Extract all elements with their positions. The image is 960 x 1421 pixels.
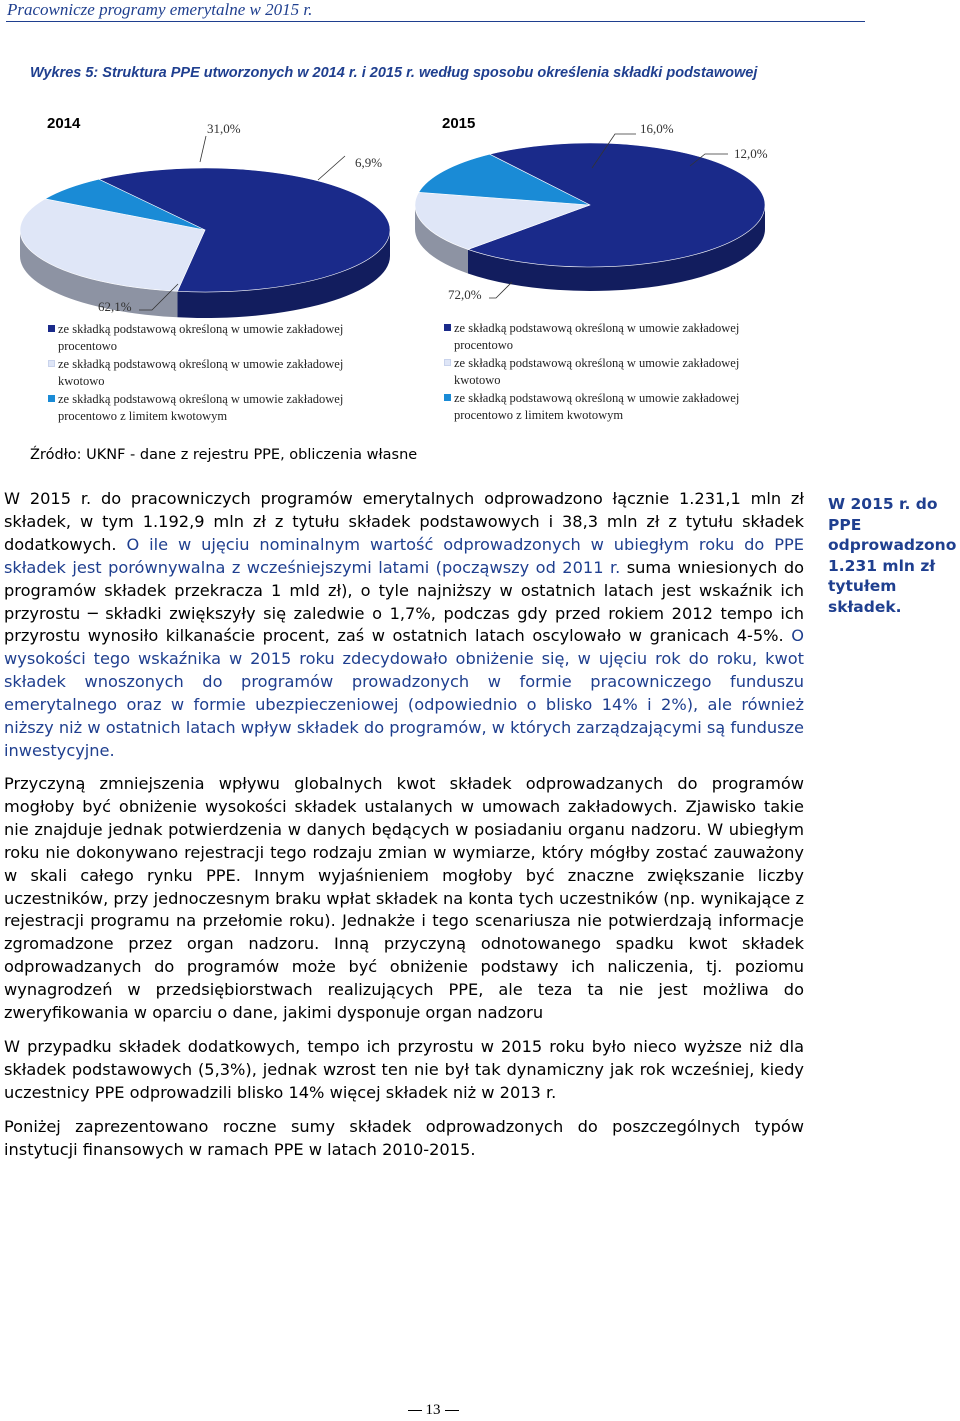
leader-line: [139, 284, 178, 310]
paragraph-text: W 2015 r. do pracowniczych programów emerytalnych odprowadzono łącznie 1.231,1 mln zł składek, w tym 1.192,9 mln zł z tytułu składek podstawowych i 38,3 mln zł z tytułu składek dodatkowych.: [4, 489, 804, 554]
running-header: Pracownicze programy emerytalne w 2015 r.: [7, 0, 313, 19]
legend-item: [444, 320, 774, 354]
legend-swatch-percent: [444, 324, 451, 331]
legend-swatch-capped: [444, 394, 451, 401]
legend-swatch-quota: [444, 359, 451, 366]
legend-label: ze składką podstawową określoną w umowie zakładowej kwotowo: [58, 357, 344, 388]
figure-caption: Wykres 5: Struktura PPE utworzonych w 2014 r. i 2015 r. według sposobu określenia składki podstawowej: [30, 65, 758, 81]
header-rule: [6, 21, 865, 22]
leader-line: [489, 282, 512, 298]
page-number: [0, 1402, 866, 1419]
legend-label: ze składką podstawową określoną w umowie zakładowej procentowo: [454, 321, 740, 352]
source-note: Źródło: UKNF - dane z rejestru PPE, obliczenia własne: [30, 447, 418, 463]
legend-swatch-quota: [48, 360, 55, 367]
data-label-2014-quota: 31,0%: [207, 121, 241, 136]
legend-item: [48, 391, 378, 425]
legend-swatch-percent: [48, 325, 55, 332]
leader-line: [200, 136, 206, 162]
legend-label: ze składką podstawową określoną w umowie zakładowej procentowo: [58, 322, 344, 353]
legend-item: [444, 390, 774, 424]
data-label-2015-capped: 12,0%: [734, 146, 768, 161]
page-number-value: 13: [425, 1402, 441, 1418]
paragraph-text: O ile w ujęciu nominalnym wartość odprowadzonych w ubiegłym roku do PPE składek jest porównywalna z wcześniejszymi latami (począwszy od 2011 r.: [4, 534, 804, 577]
data-label-2014-capped: 6,9%: [355, 155, 383, 170]
body-paragraph: Przyczyną zmniejszenia wpływu globalnych kwot składek odprowadzanych do programów mogłoby być obniżenie wysokości składek ustalanych w umowach zakładowych. Zjawisko takie nie znajduje jednak potwierdzenia w danych będących w posiadaniu organu nadzoru. W ubiegłym roku nie dokonywano rejestracji tego rodzaju zmian w wymiarze, który mógłby zostać zauważony w skali całego rynku PPE. Innym wyjaśnieniem mogłoby być znaczne zwiększanie liczby uczestników, przy jednoczesnym braku wpłat składek na konta tych uczestników (np. wynikające z rejestracji programu na przełomie roku). Jednakże i tego scenariusza nie potwierdzają informacje zgromadzone przez organ nadzoru. Inną przyczyną odnotowanego spadku kwot składek odprowadzanych do programów może być obniżenie podstawy ich naliczenia, tj. poziomu wynagrodzeń w przedsiębiorstwach realizujących PPE, ale teza ta nie jest możliwa do zweryfikowania w oparciu o dane, jakimi dysponuje organ nadzoru: [4, 774, 804, 1023]
page-number-dash: [408, 1410, 422, 1411]
lower-data-labels: [0, 280, 960, 320]
data-label-2015-percent: 72,0%: [448, 287, 482, 302]
paragraph-text: suma wniesionych do programów składek przekracza 1 mld zł), o tyle najniższy w ostatnich latach jest wskaźnik ich przyrostu ─ składki zwiększyły się zaledwie o 1,7%, podczas gdy przed rokiem 2012 tempo ich przyrostu wynosiło kilkanaście procent, zaś w ostatnich latach oscylowało w granicach 4-5%.: [4, 557, 804, 646]
body-paragraph: Poniżej zaprezentowano roczne sumy składek odprowadzonych do poszczególnych typów instytucji finansowych w ramach PPE w latach 2010-2015.: [4, 1117, 804, 1159]
legend-item: [48, 356, 378, 390]
chart-title-2014: 2014: [47, 115, 81, 132]
legend-label: ze składką podstawową określoną w umowie zakładowej procentowo z limitem kwotowym: [454, 391, 740, 422]
data-label-2014-percent: 62,1%: [98, 299, 132, 314]
page-number-dash: [445, 1410, 459, 1411]
legend-item: [48, 321, 378, 355]
legend-item: [444, 355, 774, 389]
pie-2015: [415, 143, 765, 291]
paragraph-text: O wysokości tego wskaźnika w 2015 roku zdecydowało obniżenie się, w ujęciu rok do roku, kwot składek wnoszonych do programów prowadzonych w formie pracowniczego funduszu emerytalnego oraz w formie ubezpieczeniowej (odpowiednio o blisko 14% i 2%), ale również niższy niż w ostatnich latach wpływ składek do programów, w których zarządzającymi są fundusze inwestycyjne.: [4, 626, 805, 760]
body-paragraph: W przypadku składek dodatkowych, tempo ich przyrostu w 2015 roku było nieco wyższe niż dla składek podstawowych (5,3%), jednak wzrost ten nie był tak dynamiczny jak rok wcześniej, kiedy uczestnicy PPE odprowadzili blisko 14% więcej składek niż w 2013 r.: [4, 1037, 804, 1102]
legend-label: ze składką podstawową określoną w umowie zakładowej procentowo z limitem kwotowym: [58, 392, 344, 423]
legend-2015: [444, 320, 774, 425]
data-label-2015-quota: 16,0%: [640, 121, 674, 136]
legend-2014: [48, 321, 378, 426]
chart-title-2015: 2015: [442, 115, 476, 132]
body-paragraph: [4, 488, 804, 763]
sidebar-note: W 2015 r. do PPE odprowadzono 1.231 mln zł tytułem składek.: [828, 495, 957, 616]
leader-line: [318, 156, 345, 180]
legend-swatch-capped: [48, 395, 55, 402]
legend-label: ze składką podstawową określoną w umowie zakładowej kwotowo: [454, 356, 740, 387]
